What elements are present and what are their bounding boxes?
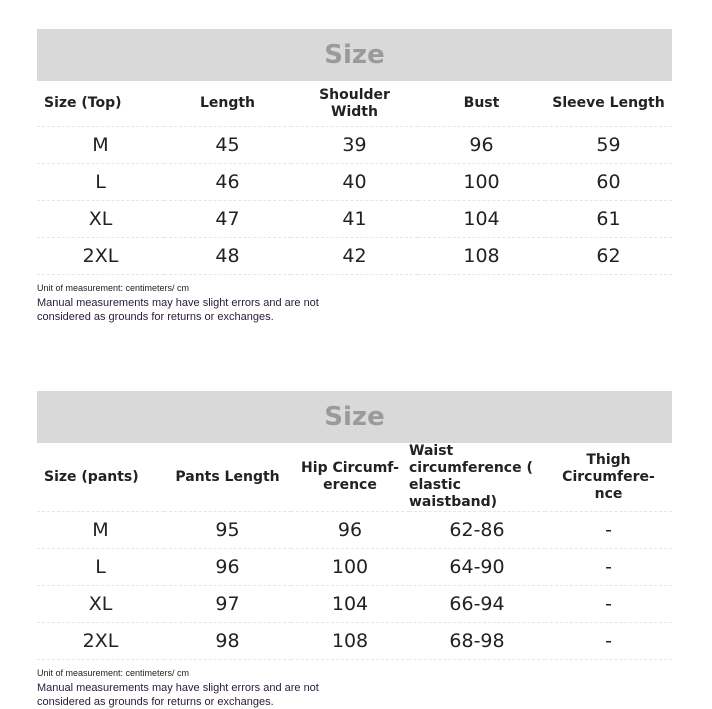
pants-size-table [37, 443, 672, 660]
size-cell: 2XL [37, 623, 164, 660]
table-cell: 68-98 [409, 623, 545, 660]
unit-note: Unit of measurement: centimeters/ cm [37, 668, 190, 678]
column-header: Size (pants) [37, 443, 164, 512]
top-size-table [37, 81, 672, 275]
table-cell: 66-94 [409, 586, 545, 623]
table-cell: - [545, 549, 672, 586]
table-cell: 39 [291, 127, 418, 164]
size-cell: M [37, 512, 164, 549]
table-cell: 108 [291, 623, 409, 660]
column-header: Hip Circumf- erence [291, 443, 409, 512]
table-cell: 95 [164, 512, 291, 549]
measurement-note [37, 283, 672, 324]
table-cell: 62-86 [409, 512, 545, 549]
size-cell: L [37, 164, 164, 201]
warning-note: Manual measurements may have slight errors and are not considered as grounds for returns or exchanges. [37, 297, 319, 323]
column-header: Shoulder Width [291, 81, 418, 127]
table-cell: 40 [291, 164, 418, 201]
table-cell: 104 [291, 586, 409, 623]
table-row [37, 512, 672, 549]
table-cell: - [545, 512, 672, 549]
measurement-note [37, 668, 672, 709]
table-cell: - [545, 623, 672, 660]
column-header: Thigh Circumfere- nce [545, 443, 672, 512]
table-row [37, 549, 672, 586]
table-header-row [37, 443, 672, 512]
table-cell: 104 [418, 201, 545, 238]
table-cell: 100 [291, 549, 409, 586]
pants-size-title-bar [37, 391, 672, 443]
table-row [37, 623, 672, 660]
table-cell: 108 [418, 238, 545, 275]
table-cell: 60 [545, 164, 672, 201]
size-cell: XL [37, 201, 164, 238]
table-cell: 59 [545, 127, 672, 164]
table-row [37, 127, 672, 164]
table-cell: 41 [291, 201, 418, 238]
table-cell: 45 [164, 127, 291, 164]
size-cell: M [37, 127, 164, 164]
column-header: Waist circumference ( elastic waistband) [409, 443, 545, 512]
table-cell: 100 [418, 164, 545, 201]
pants-size-title: Size [324, 402, 385, 432]
top-size-title-bar [37, 29, 672, 81]
size-cell: L [37, 549, 164, 586]
table-cell: 96 [291, 512, 409, 549]
table-cell: 46 [164, 164, 291, 201]
table-cell: - [545, 586, 672, 623]
size-cell: 2XL [37, 238, 164, 275]
column-header: Length [164, 81, 291, 127]
column-header: Sleeve Length [545, 81, 672, 127]
unit-note: Unit of measurement: centimeters/ cm [37, 283, 190, 293]
column-header: Size (Top) [37, 81, 164, 127]
size-cell: XL [37, 586, 164, 623]
table-cell: 98 [164, 623, 291, 660]
pants-size-section [37, 391, 672, 709]
table-row [37, 201, 672, 238]
top-size-title: Size [324, 40, 385, 70]
column-header: Pants Length [164, 443, 291, 512]
table-cell: 42 [291, 238, 418, 275]
top-size-section [37, 29, 672, 324]
table-cell: 48 [164, 238, 291, 275]
warning-note: Manual measurements may have slight errors and are not considered as grounds for returns or exchanges. [37, 682, 319, 708]
table-row [37, 164, 672, 201]
table-header-row [37, 81, 672, 127]
table-cell: 96 [418, 127, 545, 164]
table-row [37, 586, 672, 623]
table-cell: 47 [164, 201, 291, 238]
table-cell: 62 [545, 238, 672, 275]
table-cell: 64-90 [409, 549, 545, 586]
table-row [37, 238, 672, 275]
column-header: Bust [418, 81, 545, 127]
table-cell: 96 [164, 549, 291, 586]
table-cell: 61 [545, 201, 672, 238]
table-cell: 97 [164, 586, 291, 623]
